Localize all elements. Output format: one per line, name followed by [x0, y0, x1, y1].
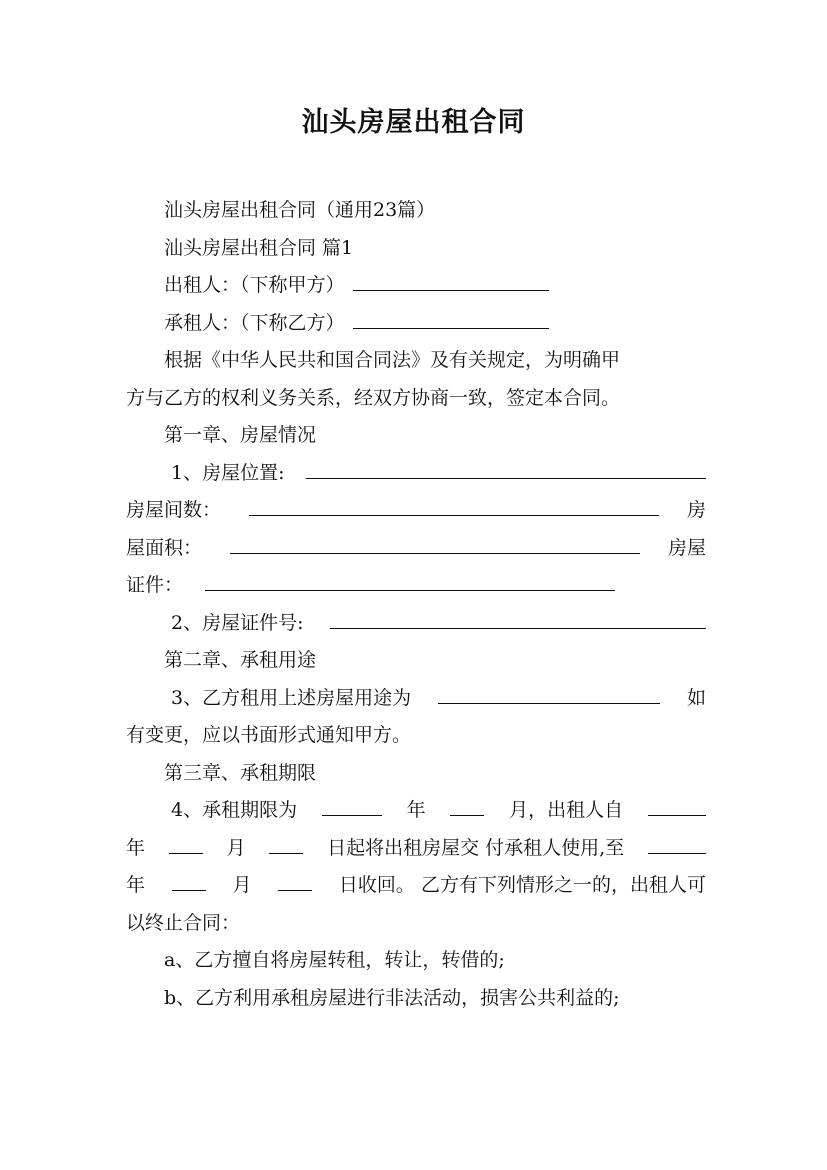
chapter-2-heading: 第二章、承租用途: [164, 649, 317, 671]
start-day-blank: [269, 832, 303, 854]
intro-line-1: 根据《中华人民共和国合同法》及有关规定，为明确甲: [164, 349, 621, 371]
area-line: [126, 530, 706, 568]
start-year-blank: [648, 794, 706, 816]
certificate-number-label: 2、房屋证件号:: [171, 611, 304, 634]
certificate-blank: [205, 569, 615, 591]
end-day-blank: [278, 869, 312, 891]
term-line-2: [126, 830, 706, 868]
lessor-blank: [353, 269, 549, 291]
usage-line-2: 有变更，应以书面形式通知甲方。: [126, 724, 412, 746]
certificate-label: 证件：: [126, 574, 184, 596]
rooms-label: 房屋间数：: [126, 499, 222, 521]
rooms-line: [126, 492, 706, 530]
rooms-tail: 房: [686, 499, 706, 521]
contract-section-line: 汕头房屋出租合同 篇1: [164, 236, 354, 259]
document-title: 汕头房屋出租合同: [301, 107, 526, 138]
lessee-blank: [353, 307, 549, 329]
location-label: 1、房屋位置:: [171, 461, 285, 484]
handover-text: 日起将出租房屋交 付承租人使用,至: [327, 836, 625, 859]
termination-item-a: a、乙方擅自将房屋转租，转让，转借的;: [164, 949, 505, 971]
certificate-number-blank: [330, 607, 706, 629]
area-tail: 房屋: [667, 536, 706, 559]
lessor-label: 出租人：（下称甲方）: [164, 274, 345, 296]
certificate-line: [126, 567, 706, 605]
contract-heading-line: 汕头房屋出租合同（通用23篇）: [164, 199, 436, 221]
termination-line: 以终止合同：: [126, 911, 241, 934]
term-years-blank: [322, 794, 382, 816]
chapter-3-heading: 第三章、承租期限: [164, 761, 317, 784]
location-line: [126, 455, 706, 493]
certificate-number-line: [126, 605, 706, 643]
end-month-unit: 月: [232, 874, 252, 896]
area-blank: [230, 532, 640, 554]
chapter-1-heading: 第一章、房屋情况: [164, 424, 317, 446]
termination-item-b: b、乙方利用承租房屋进行非法活动，损害公共利益的;: [164, 986, 620, 1009]
end-year-unit: 年: [126, 874, 146, 896]
end-year-blank: [648, 832, 706, 854]
document-body: [126, 192, 706, 1017]
start-year-unit: 年: [126, 836, 146, 859]
end-month-blank: [172, 869, 206, 891]
location-blank: [306, 457, 706, 479]
term-months-blank: [450, 794, 484, 816]
term-year-unit: 年: [406, 799, 426, 821]
start-month-blank: [169, 832, 203, 854]
start-month-unit: 月: [226, 836, 246, 859]
return-text: 日收回。 乙方有下列情形之一的，出租人可: [338, 874, 706, 896]
term-line-3: [126, 867, 706, 905]
intro-line-2: 方与乙方的权利义务关系，经双方协商一致，签定本合同。: [126, 386, 621, 409]
usage-label: 3、乙方租用上述房屋用途为: [171, 686, 412, 709]
rooms-blank: [249, 494, 659, 516]
lessee-line: [126, 305, 706, 343]
term-line-1: [126, 792, 706, 830]
lessor-line: [126, 267, 706, 305]
area-label: 屋面积：: [126, 536, 203, 559]
term-month-unit: 月，出租人自: [509, 799, 624, 821]
usage-blank: [438, 682, 660, 704]
term-label: 4、承租期限为: [171, 799, 298, 821]
usage-tail: 如: [686, 686, 706, 709]
lessee-label: 承租人：（下称乙方）: [164, 311, 345, 334]
usage-line: [126, 680, 706, 718]
